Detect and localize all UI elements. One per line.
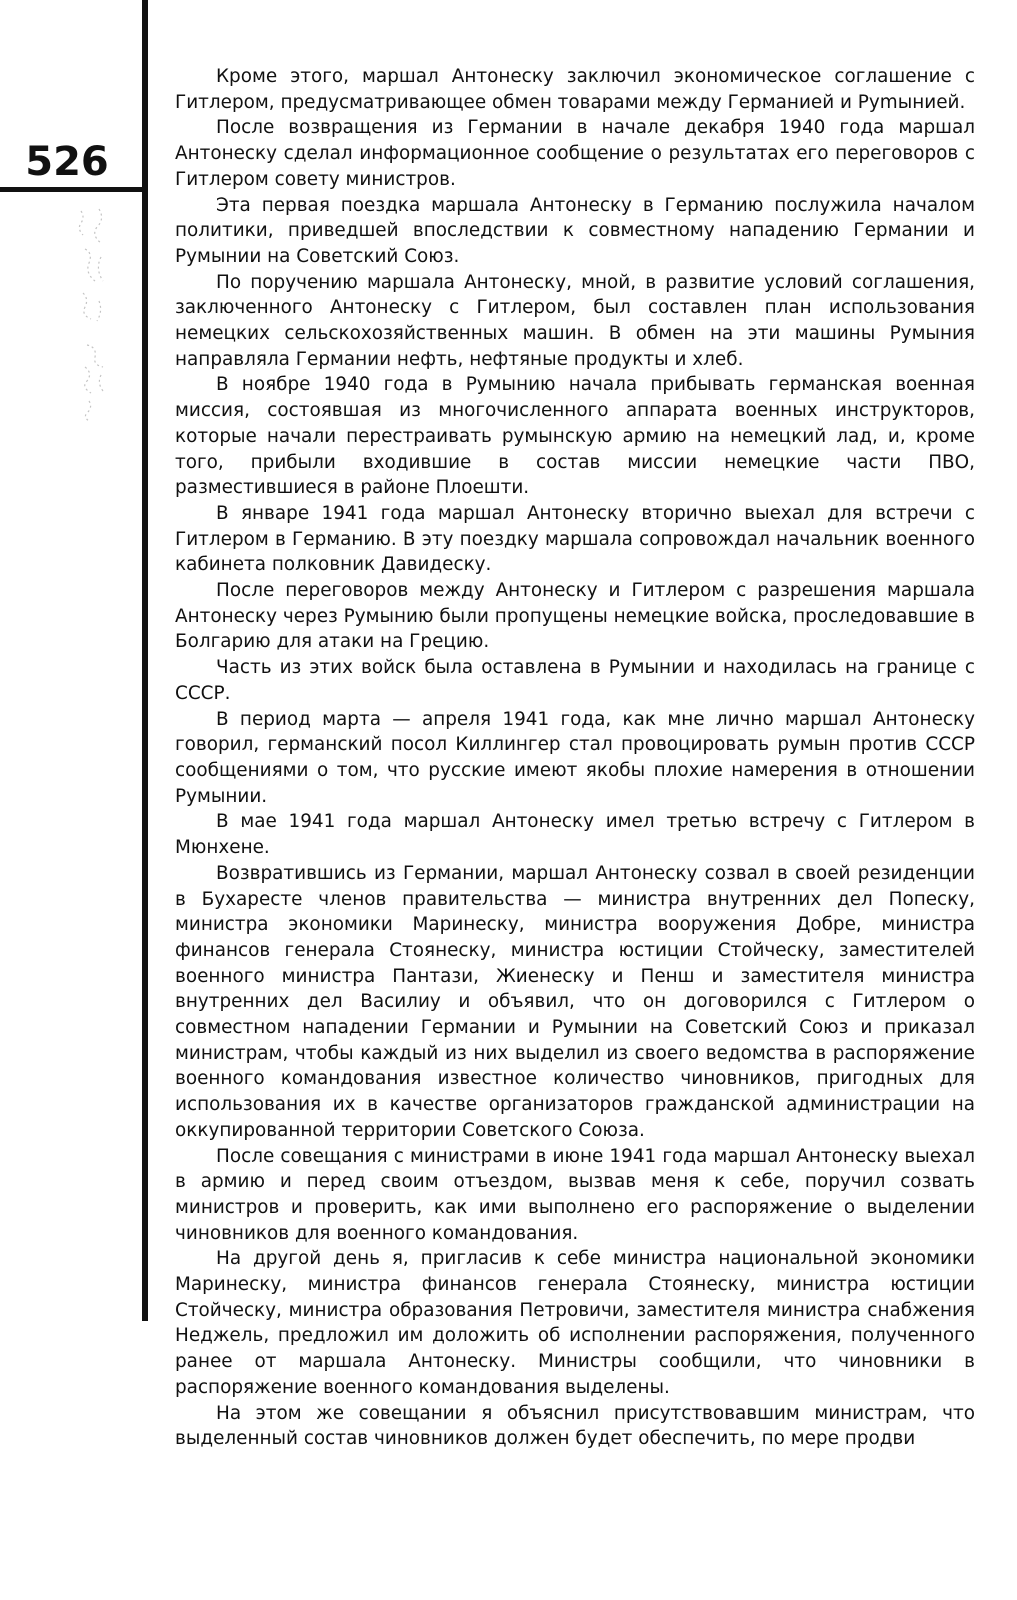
paragraph: По поручению маршала Антонеску, мной, в развитие условий соглашения, заключенного Антонеску с Гитлером, был составлен план использования немецких сельскохозяйственных машин. В обмен на эти машины Румыния направляла Германии нефть, нефтяные продукты и хлеб.: [175, 271, 975, 370]
paragraph: Эта первая поездка маршала Антонеску в Германию послужила началом политики, приведшей впоследствии к совместному нападению Германии и Румынии на Советский Союз.: [175, 194, 975, 267]
paragraph: Возвратившись из Германии, маршал Антонеску созвал в своей резиденции в Бухаресте членов правительства — министра внутренних дел Попеску, министра экономики Маринеску, министра вооружения Добре, министра финансов генерала Стоянеску, министра юстиции Стойческу, заместителей военного министра Пантази, Жиенеску и Пенш и заместителя министра внутренних дел Василиу и объявил, что он договорился с Гитлером о совместном нападении Германии и Румынии на Советский Союз и приказал министрам, чтобы каждый из них выделил из своего ведомства в распоряжение военного командования известное количество чиновников, пригодных для использования их в качестве организаторов гражданской администрации на оккупированной территории Советского Союза.: [175, 862, 975, 1141]
faded-margin-stamp: [75, 205, 115, 425]
page-number: 526: [25, 139, 109, 185]
paragraph: После совещания с министрами в июне 1941 года маршал Антонеску выехал в армию и перед своим отъездом, вызвав меня к себе, поручил созвать министров и проверить, как ими выполнено его распоряжение о выделении чиновников для военного командования.: [175, 1145, 975, 1244]
paragraph: Часть из этих войск была оставлена в Румынии и находилась на границе с СССР.: [175, 657, 975, 704]
paragraph: На другой день я, пригласив к себе министра национальной экономики Маринеску, министра финансов генерала Стоянеску, министра юстиции Стойческу, министра образования Петровичи, заместителя министра снабжения Неджель, предложил им доложить об исполнении распоряжения, полученного ранее от маршала Антонеску. Министры сообщили, что чиновники в распоряжение военного командования выделены.: [175, 1248, 975, 1398]
paragraph: В период марта — апреля 1941 года, как мне лично маршал Антонеску говорил, германский посол Киллингер стал провоцировать румын против СССР сообщениями о том, что русские имеют якобы плохие намерения в отношении Румынии.: [175, 708, 975, 807]
body-text: [175, 64, 975, 1452]
page-number-rule: [0, 187, 145, 192]
paragraph: В мае 1941 года маршал Антонеску имел третью встречу с Гитлером в Мюнхене.: [175, 811, 975, 859]
paragraph: Кроме этого, маршал Антонеску заключил экономическое соглашение с Гитлером, предусматривающее обмен товарами между Германией и Руmынией.: [175, 66, 975, 113]
paragraph: На этом же совещании я объяснил присутствовавшим министрам, что выделенный состав чиновников должен будет обеспечить, по мере продви: [175, 1402, 975, 1450]
paragraph: После переговоров между Антонеску и Гитлером с разрешения маршала Антонеску через Румынию были пропущены немецкие войска, проследовавшие в Болгарию для атаки на Грецию.: [175, 580, 975, 653]
paragraph: В ноябре 1940 года в Румынию начала прибывать германская военная миссия, состоявшая из многочисленного аппарата военных инструкторов, которые начали перестраивать румынскую армию на немецкий лад, и, кроме того, прибыли входившие в состав миссии немецкие части ПВО, разместившиеся в районе Плоешти.: [175, 374, 975, 499]
paragraph: После возвращения из Германии в начале декабря 1940 года маршал Антонеску сделал информационное сообщение о результатах его переговоров с Гитлером совету министров.: [175, 117, 975, 190]
paragraph: В январе 1941 года маршал Антонеску вторично выехал для встречи с Гитлером в Германию. В эту поездку маршала сопровождал начальник военного кабинета полковник Давидеску.: [175, 502, 975, 576]
margin-vertical-rule: [142, 0, 148, 1321]
